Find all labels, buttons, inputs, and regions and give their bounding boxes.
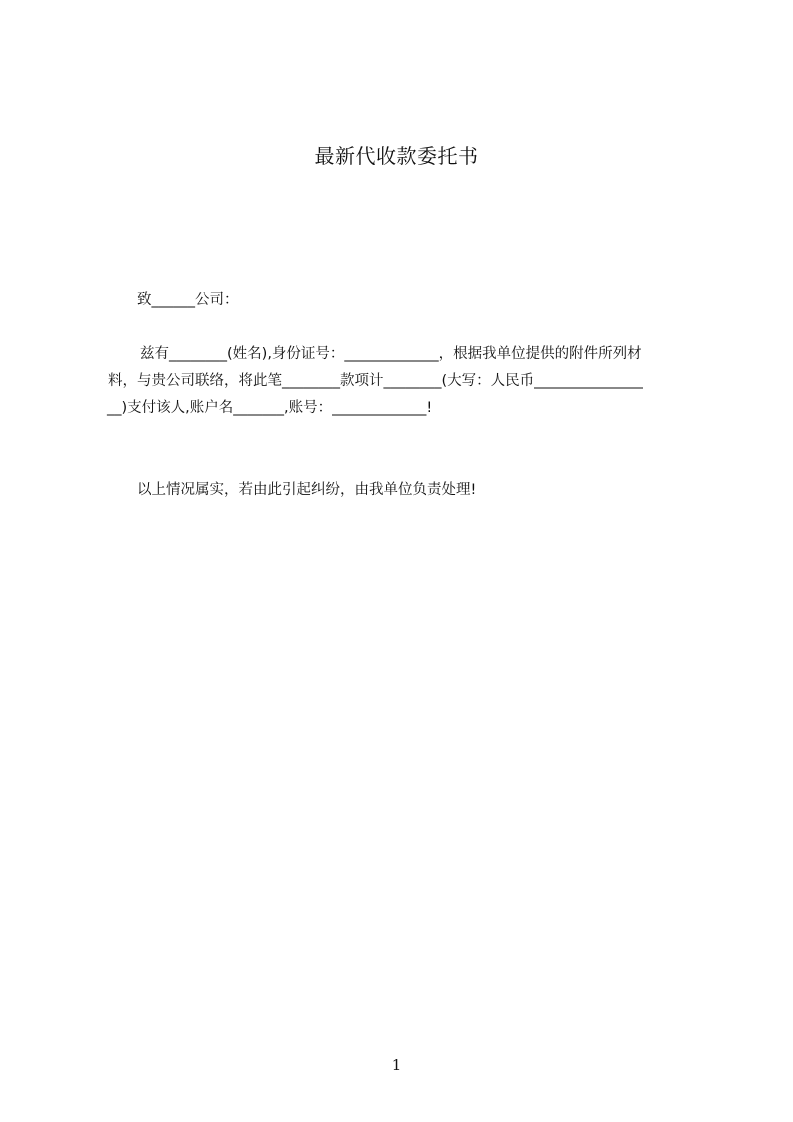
document-title: 最新代收款委托书 — [314, 144, 479, 168]
page-number: 1 — [391, 1056, 402, 1074]
body-line-1: 兹有________(姓名),身份证号：_____________，根据我单位提供的附件所列材 — [140, 346, 642, 362]
salutation-line: 致______公司： — [137, 292, 239, 308]
body-line-3: __)支付该人,账户名_______,账号：_____________! — [107, 400, 433, 416]
closing-statement: 以上情况属实，若由此引起纠纷，由我单位负责处理! — [137, 482, 477, 498]
body-line-2: 料，与贵公司联络，将此笔________款项计________(大写：人民币_______________ — [108, 373, 643, 389]
